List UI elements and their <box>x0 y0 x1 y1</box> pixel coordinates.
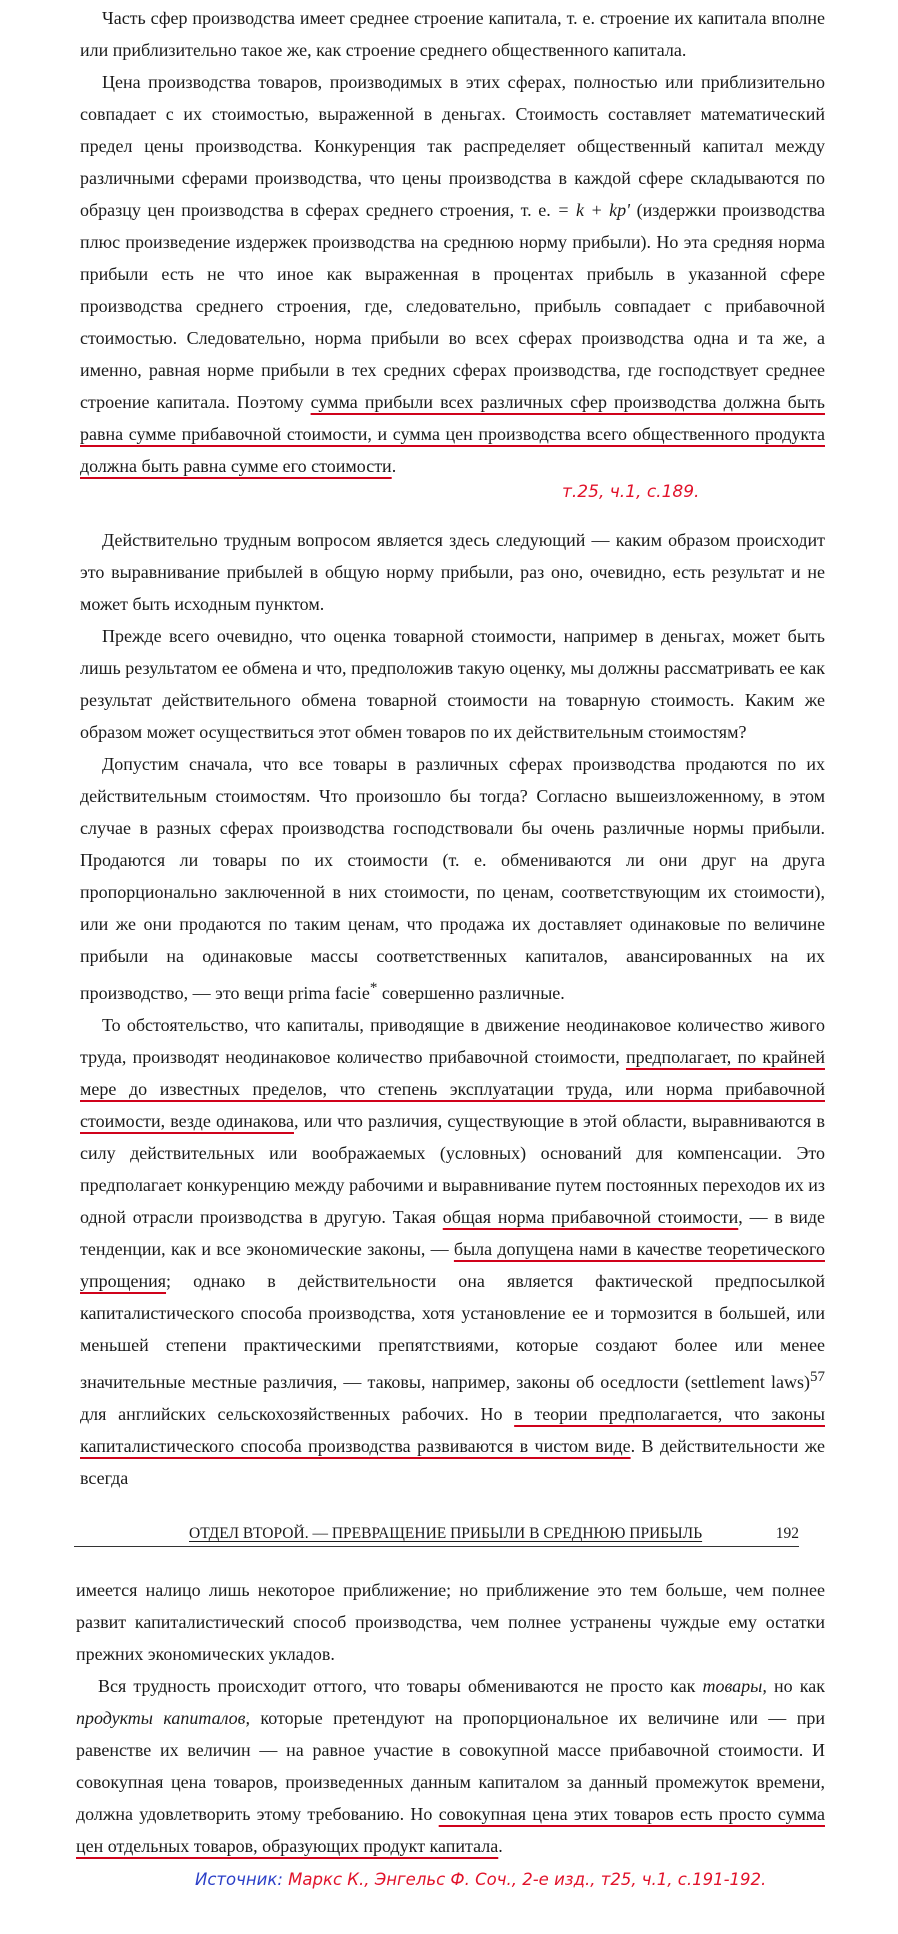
formula: = k + kp' <box>557 200 631 220</box>
page-number: 192 <box>775 1525 799 1542</box>
underlined-quote: в теории предполагается, что законы капиталистического способа производства развиваются в чистом виде <box>80 1404 825 1456</box>
underlined-quote: была допущена нами в качестве теоретического упрощения <box>80 1239 825 1291</box>
footnote-mark: * <box>369 980 378 996</box>
source-citation <box>195 1870 766 1889</box>
paragraph-2: Цена производства товаров, производимых в этих сферах, полностью или приблизительно совпадает с их стоимостью, выраженной в деньгах. Стоимость составляет математический предел цены производства. Конкуренция так распределяет общественный капитал между различными сферами производства, что цены производства в каждой сфере складываются по образцу цен производства в сферах среднего строения, т. е. = k + kp' (издержки производства плюс произведение издержек производства на среднюю норму прибыли). Но эта средняя норма прибыли есть не что иное как выраженная в процентах прибыль в указанной сфере производства среднего строения, где, следовательно, прибыль совпадает с прибавочной стоимостью. Следовательно, норма прибыли во всех сферах производства одна и та же, а именно, равная норме прибыли в тех средних сферах производства, где господствует среднее строение капитала. Поэтому сумма прибыли всех различных сфер производства должна быть равна сумме прибавочной стоимости, и сумма цен производства всего общественного продукта должна быть равна сумме его стоимости. <box>80 72 826 476</box>
reference-note: т.25, ч.1, с.189. <box>562 482 700 502</box>
section-title: ОТДЕЛ ВТОРОЙ. — ПРЕВРАЩЕНИЕ ПРИБЫЛИ В СРЕДНЮЮ ПРИБЫЛЬ <box>189 1525 703 1542</box>
underlined-quote: общая норма прибавочной стоимости <box>442 1207 739 1227</box>
paragraph-3: Действительно трудным вопросом является здесь следующий — каким образом происходит это выравнивание прибылей в общую норму прибыли, раз оно, очевидно, есть результат и не может быть исходным пунктом. <box>80 530 825 614</box>
paragraph-6: То обстоятельство, что капиталы, приводящие в движение неодинаковое количество живого труда, производят неодинаковое количество прибавочной стоимости, предполагает, по крайней мере до известных пределов, что степень эксплуатации труда, или норма прибавочной стоимости, везде одинакова, или что различия, существующие в этой области, выравниваются в силу действительных или воображаемых (условных) оснований для компенсации. Это предполагает конкуренцию между рабочими и выравнивание путем постоянных переходов их из одной отрасли производства в другую. Такая общая норма прибавочной стоимости, — в виде тенденции, как и все экономические законы, — была допущена нами в качестве теоретического упрощения; однако в действительности она является фактической предпосылкой капиталистического способа производства, хотя установление ее и тормозится в большей, или меньшей степени практическими препятствиями, которые создают более или менее значительные местные различия, — таковы, например, законы об оседлости (settlement laws)$^{57}$ для английских сельскохозяйственных рабочих. Но в теории предполагается, что законы капиталистического способа производства развиваются в чистом виде. В действительности же всегда <box>80 1015 826 1488</box>
text-block-bottom <box>76 1574 825 1862</box>
paragraph-1: Часть сфер производства имеет среднее строение капитала, т. е. строение их капитала вполне или приблизительно такое же, как строение среднего общественного капитала. <box>80 8 825 60</box>
source-text: Маркс К., Энгельс Ф. Соч., 2-е изд., т25, ч.1, с.191-192. <box>288 1870 767 1889</box>
paragraph-5: Допустим сначала, что все товары в различных сферах производства продаются по их действительным стоимостям. Что произошло бы тогда? Согласно вышеизложенному, в этом случае в разных сферах производства господствовали бы очень различные нормы прибыли. Продаются ли товары по их стоимости (т. е. обмениваются ли они друг на друга пропорционально заключенной в них стоимости, по ценам, соответствующим их стоимости), или же они продаются по таким ценам, что продажа их доставляет одинаковые по величине прибыли на одинаковые массы соответственных капиталов, авансированных на их производство, — это вещи prima facie* совершенно различные. <box>80 754 825 1003</box>
underlined-quote: предполагает, по крайней мере до известных пределов, что степень эксплуатации труда, или норма прибавочной стоимости, везде одинакова <box>80 1047 825 1131</box>
header-divider <box>74 1546 799 1547</box>
paragraph-8: Вся трудность происходит оттого, что товары обмениваются не просто как товары, но как продукты капиталов, которые претендуют на пропорциональное их величине или — при равенстве их величин — на равное участие в совокупной массе прибавочной стоимости. И совокупная цена товаров, произведенных данным капиталом за данный промежуток времени, должна удовлетворить этому требованию. Но совокупная цена этих товаров есть просто сумма цен отдельных товаров, образующих продукт капитала. <box>76 1676 825 1856</box>
paragraph-4: Прежде всего очевидно, что оценка товарной стоимости, например в деньгах, может быть лишь результатом ее обмена и что, предположив такую оценку, мы должны рассматривать ее как результат действительного обмена товарной стоимости на товарную стоимость. Каким же образом может осуществиться этот обмен товаров по их действительным стоимостям? <box>80 626 825 742</box>
paragraph-7: имеется налицо лишь некоторое приближение; но приближение это тем больше, чем полнее развит капиталистический способ производства, чем полнее устранены чуждые ему остатки прежних экономических укладов. <box>76 1580 825 1664</box>
source-label: Источник: <box>195 1870 283 1889</box>
text-block-top <box>80 2 825 482</box>
text-block-middle <box>80 524 825 1494</box>
underlined-quote: совокупная цена этих товаров есть просто сумма цен отдельных товаров, образующих продукт капитала <box>76 1804 825 1856</box>
underlined-quote: сумма прибыли всех различных сфер производства должна быть равна сумме прибавочной стоимости, и сумма цен производства всего общественного продукта должна быть равна сумме его стоимости <box>80 392 825 476</box>
footnote-mark: 57 <box>810 1369 825 1385</box>
